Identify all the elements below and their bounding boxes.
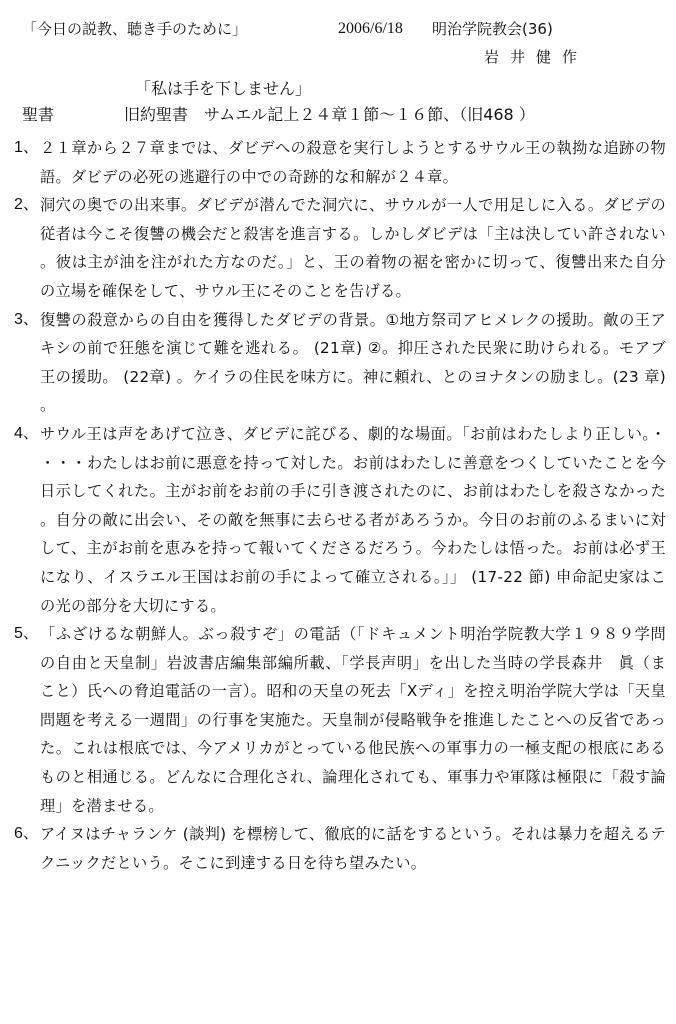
sermon-point [14, 191, 666, 305]
scripture-line [22, 104, 535, 126]
point-text: 洞穴の奥での出来事。ダビデが潜んでた洞穴に、サウルが一人で用足しに入る。ダビデの従者は今こそ復讐の機会だと殺害を進言する。しかしダビデは「主は決してい許されない。彼は主が油を注がれた方なのだ。」と、王の着物の裾を密かに切って、復讐出来た自分の立場を確保をして、サウル王にそのことを告げる。 [40, 196, 666, 300]
point-text: 「ふざけるな朝鮮人。ぶっ殺すぞ」の電話（「ドキュメント明治学院教大学１９８９学問の自由と天皇制」岩波書店編集部編所載、「学長声明」を出した当時の学長森井 眞（まこと）氏への脅迫電話の一言）。昭和の天皇の死去「Xディ」を控え明治学院大学は「天皇問題を考える一週間」の行事を実施た。天皇制が侵略戦争を推進したことへの反省であった。これは根底では、今アメリカがとっている他民族への軍事力の一極支配の根底にあるものと相通じる。どんなに合理化され、論理化されても、軍事力や軍隊は極限に「殺す論理」を潜ませる。 [40, 625, 666, 815]
sermon-points [14, 134, 666, 877]
point-number: 4、 [14, 424, 39, 442]
series-title: 「今日の説教、聴き手のために」 [22, 20, 248, 38]
scripture-label: 聖書 [22, 105, 55, 124]
sermon-point [14, 306, 666, 420]
scripture-reference: 旧約聖書 サムエル記上２４章１節～１６節、（旧468 ） [124, 105, 535, 124]
sermon-date: 2006/6/18 [338, 20, 403, 37]
church-name: 明治学院教会(36) [432, 20, 553, 38]
sermon-title: 「私は手を下しません」 [135, 79, 312, 98]
point-number: 3、 [14, 310, 39, 328]
point-number: 6、 [14, 825, 39, 843]
sermon-point [14, 420, 666, 620]
point-text: サウル王は声をあげて泣き、ダビデに詫びる、劇的な場面。「お前はわたしより正しい。・・・・わたしはお前に悪意を持って対した。お前はわたしに善意をつくしていたことを今日示してくれた。主がお前をお前の手に引き渡されたのに、お前はわたしを殺さなかった。自分の敵に出会い、その敵を無事に去らせる者があろうか。今日のお前のふるまいに対して、主がお前を恵みを持って報いてくださるだろう。今わたしは悟った。お前は必ず王になり、イスラエル王国はお前の手によって確立される。」」 (17-22 節) 申命記史家はこの光の部分を大切にする。 [40, 424, 666, 615]
point-text: 復讐の殺意からの自由を獲得したダビデの背景。①地方祭司アヒメレクの援助。敵の王アキシの前で狂態を演じて難を逃れる。 (21章) ②。抑圧された民衆に助けられる。モアブ王の援助。 (22章) 。ケイラの住民を味方に。神に頼れ、とのヨナタンの励まし。(23 章) 。 [40, 310, 666, 415]
preacher-name: 岩井健作 [484, 48, 589, 66]
point-number: 5、 [14, 625, 39, 643]
sermon-point [14, 620, 666, 820]
point-text: ２１章から２７章までは、ダビデへの殺意を実行しようとするサウル王の執拗な追跡の物語。ダビデの必死の逃避行の中での奇跡的な和解が２４章。 [40, 139, 666, 186]
point-text: アイヌはチャランケ (談判) を標榜して、徹底的に話をするという。それは暴力を超えるテクニックだという。そこに到達する日を待ち望みたい。 [40, 825, 666, 872]
point-number: 2、 [14, 196, 39, 214]
sermon-point [14, 134, 666, 191]
sermon-point [14, 820, 666, 877]
point-number: 1、 [14, 139, 39, 156]
